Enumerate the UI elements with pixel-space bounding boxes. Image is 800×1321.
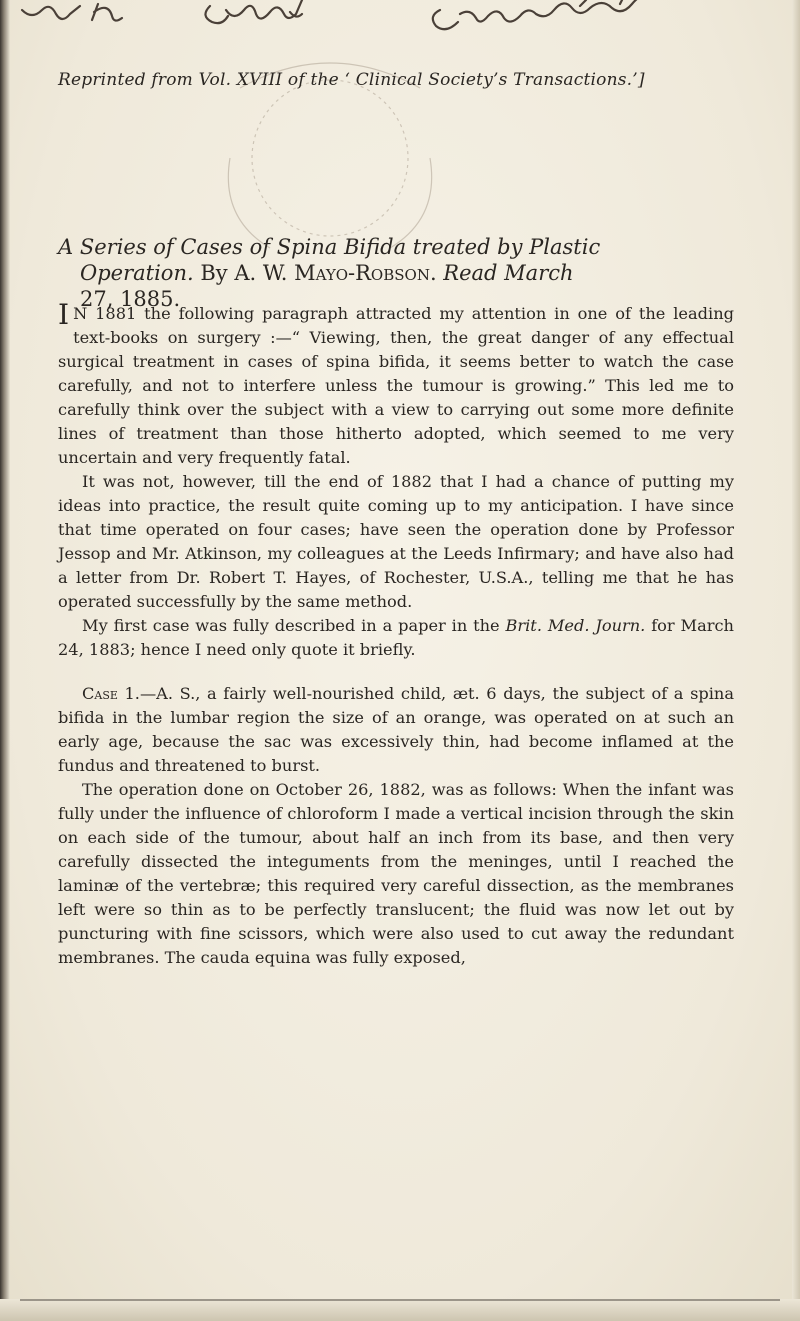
- paragraph-3: My first case was fully described in a paper in the Brit. Med. Journ. for March 24, 1883; hence I need only quote it briefly.: [58, 616, 734, 659]
- bottom-rule: [20, 1299, 780, 1301]
- case-heading: Case 1.: [82, 684, 140, 703]
- paragraph-5: The operation done on October 26, 1882, was as follows: When the infant was fully under the influence of chloroform I made a vertical incision through the skin on each side of the tumour, about half an inch from its base, and then very carefully dissected the integuments from the meninges, until I reached the laminæ of the vertebræ; this required very careful dissection, as the membranes left were so thin as to be perfectly translucent; the fluid was now let out by puncturing with fine scissors, which were also used to cut away the redundant membranes. The cauda equina was fully exposed,: [58, 780, 734, 967]
- author-name: A. W. Mayo-Robson.: [234, 261, 437, 285]
- article-title: [58, 234, 748, 312]
- handwriting-scribble-icon: [20, 0, 780, 40]
- title-line-1: A Series of Cases of Spina Bifida treated by Plastic: [58, 235, 601, 259]
- drop-cap: I: [58, 298, 70, 331]
- paragraph-case-1: Case 1.—A. S., a fairly well-nourished child, æt. 6 days, the subject of a spina bifida in the lumbar region the size of an orange, was operated on at such an early age, because the sac was excessively thin, had become inflamed at the fundus and threatened to burst.: [58, 684, 734, 775]
- binding-edge: [0, 0, 10, 1321]
- paragraph-1: I N 1881 the following paragraph attracted my attention in one of the leading text-books on surgery :—“ Viewing, then, the great danger of any effectual surgical treatment in cases of spina bifida, it seems better to watch the case carefully, and not to interfere unless the tumour is growing.” This led me to carefully think over the subject with a view to carrying out some more definite lines of treatment than those hitherto adopted, which seemed to me very uncertain and very frequently fatal.: [58, 298, 734, 467]
- page-edge-bottom: [0, 1299, 800, 1321]
- journal-name: Brit. Med. Journ.: [505, 616, 646, 635]
- title-line-2: Operation. By A. W. Mayo-Robson. Read March: [80, 261, 574, 285]
- title-line-3: 27, 1885.: [80, 287, 181, 311]
- paragraph-2: It was not, however, till the end of 1882 that I had a chance of putting my ideas into practice, the result quite coming up to my anticipation. I have since that time operated on four cases; have seen the operation done by Professor Jessop and Mr. Atkinson, my colleagues at the Leeds Infirmary; and have also had a letter from Dr. Robert T. Hayes, of Rochester, U.S.A., telling me that he has operated successfully by the same method.: [58, 472, 734, 611]
- page-edge-right: [792, 0, 800, 1321]
- reprint-note: Reprinted from Vol. XVIII of the ‘ Clinical Society’s Transactions.’]: [58, 70, 645, 90]
- handwritten-inscription: [20, 0, 780, 40]
